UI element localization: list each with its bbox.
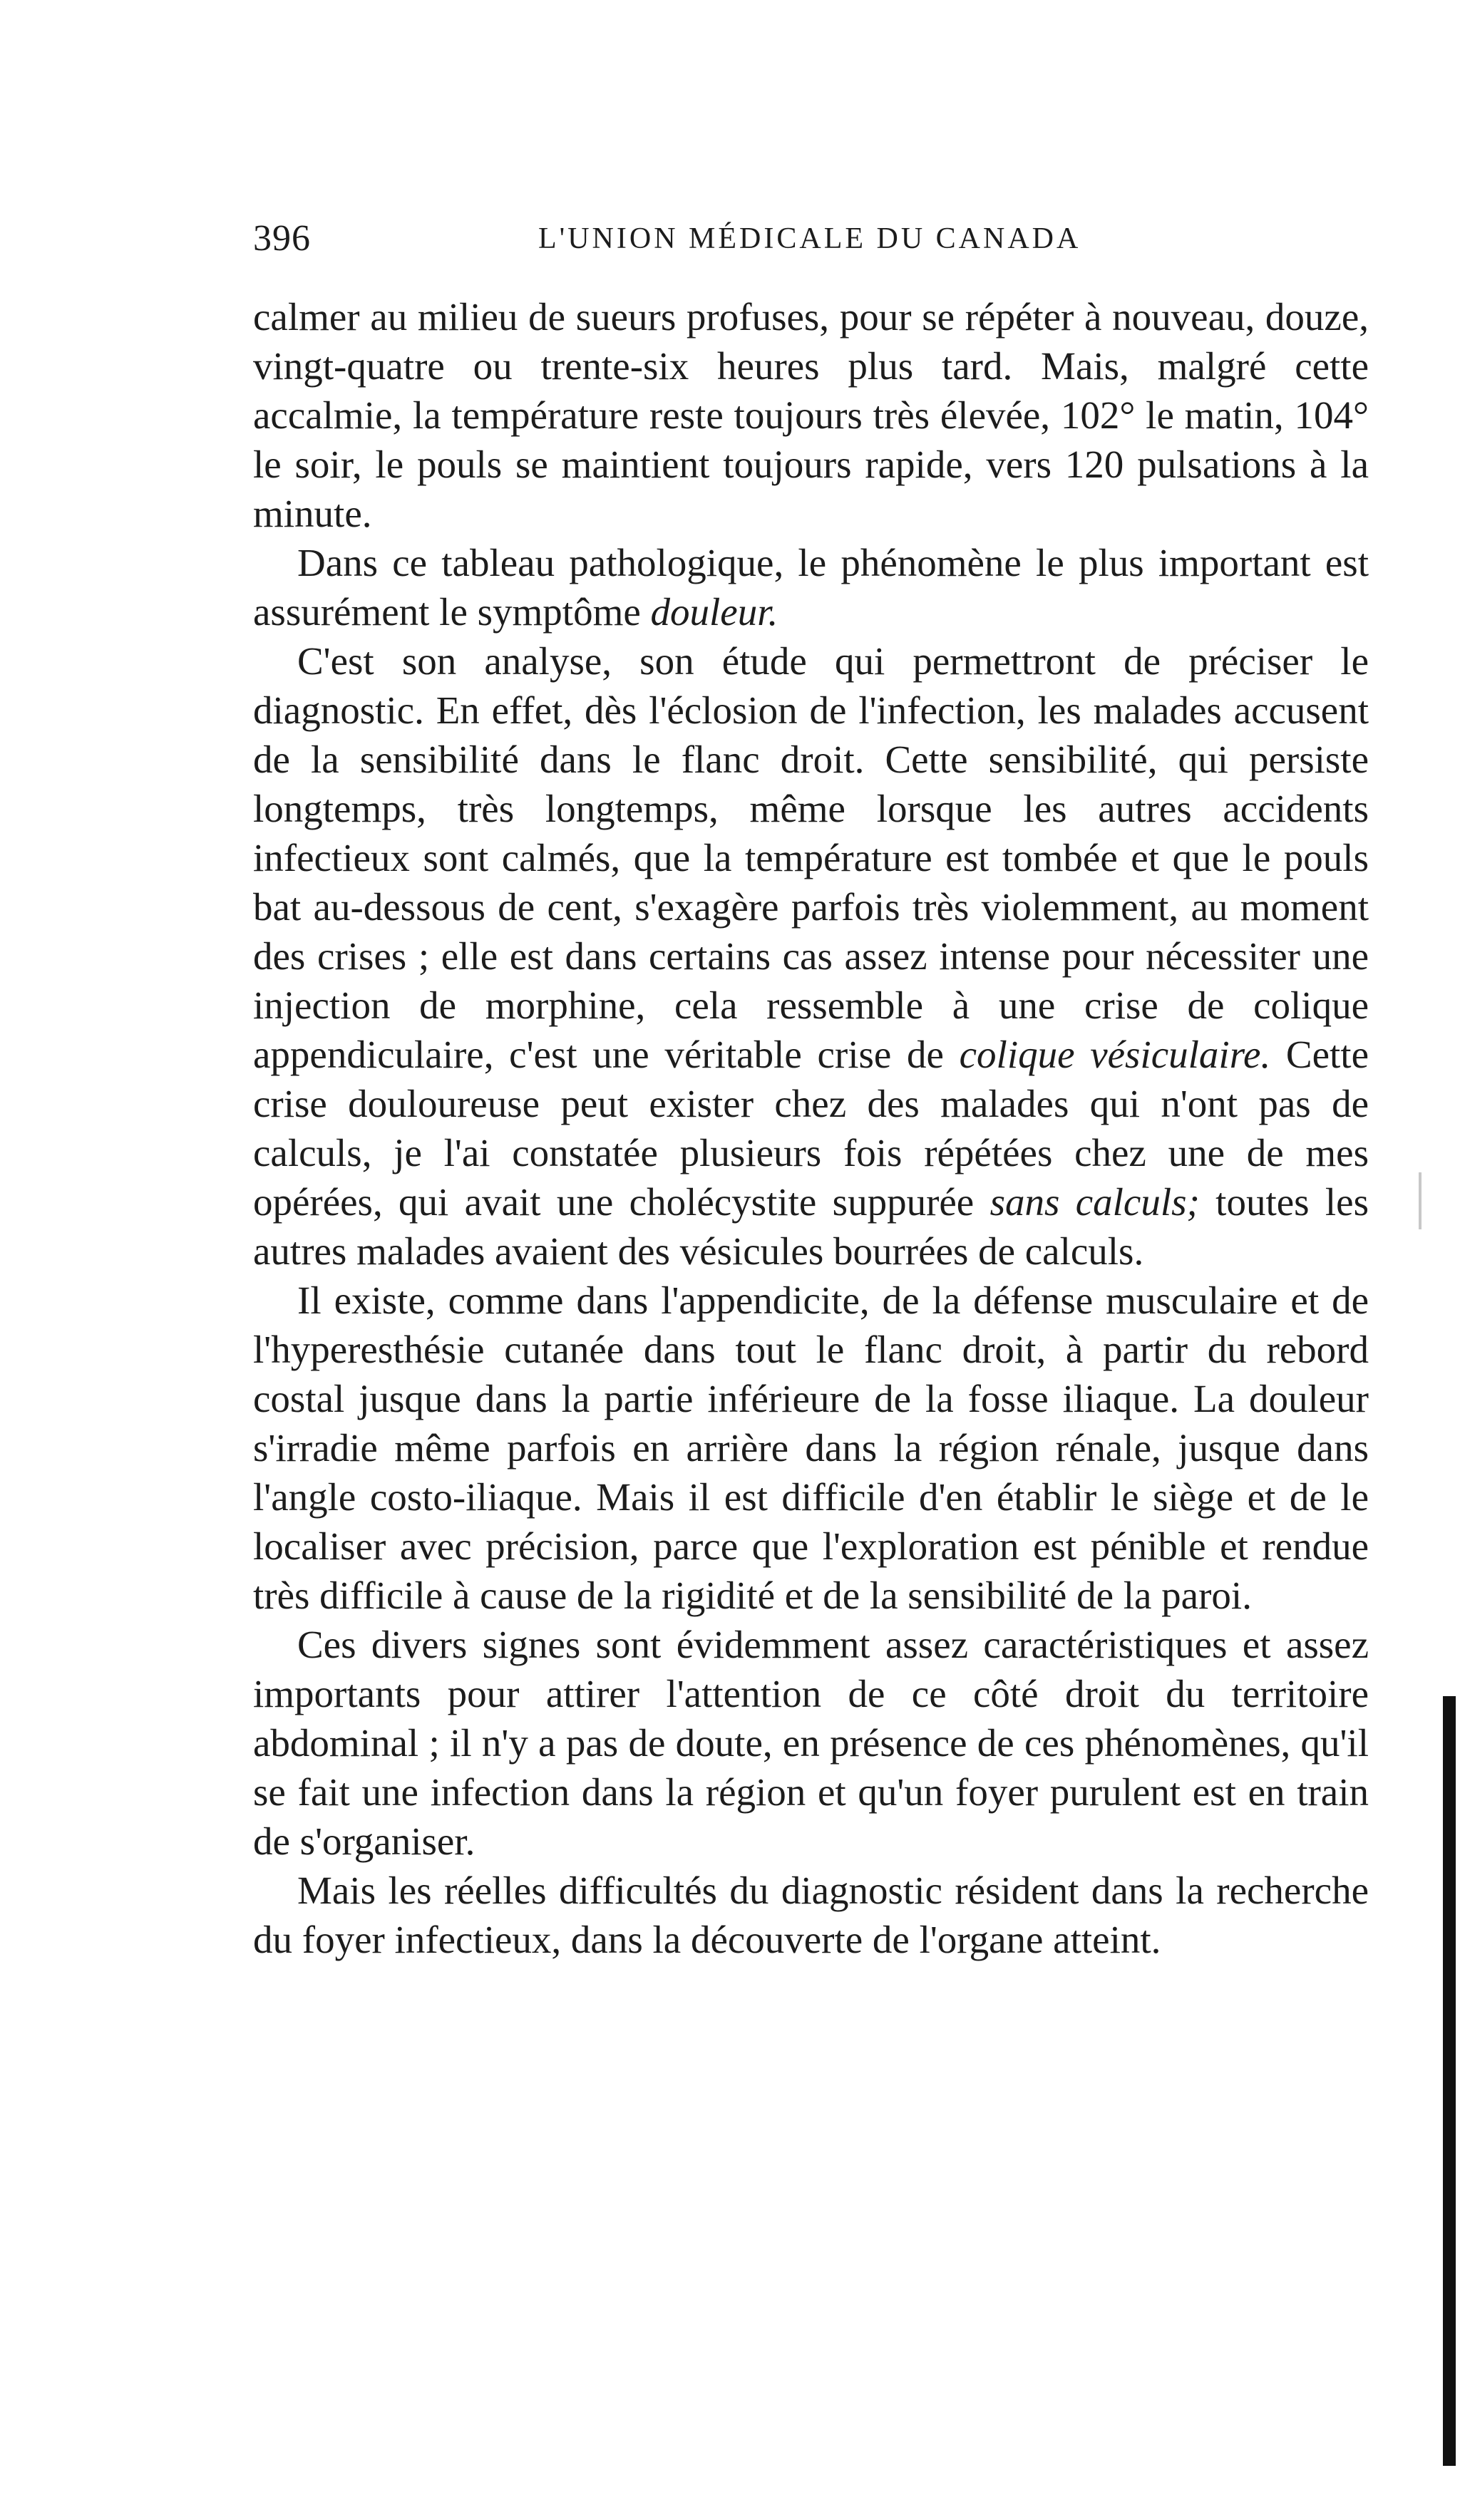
paragraph-text: C'est son analyse, son étude qui permettront de préciser le diagnostic. En effet, dès l'éclosion de l'infection, les malades accusent de la sensibilité dans le flanc droit. Cette sensibilité, qui persiste longtemps, très longtemps, même lorsque les autres accidents infectieux sont calmés, que la température est tombée et que le pouls bat au-dessous de cent, s'exagère parfois très violemment, au moment des crises ; elle est dans certains cas assez intense pour nécessiter une injection de morphine, cela ressemble à une crise de colique appendiculaire, c'est une véritable crise de (253, 639, 1369, 1076)
scan-edge-bar (1443, 1696, 1456, 2466)
emphasis-colique-vesiculaire: colique vésiculaire. (959, 1033, 1271, 1076)
paragraph-text: Ces divers signes sont évidemment assez caractéristiques et assez importants pour attirer l'attention de ce côté droit du territoire abdominal ; il n'y a pas de doute, en présence de ces phénomènes, qu'il se fait une infection dans la région et qu'un foyer purulent est en train de s'organiser. (253, 1623, 1369, 1863)
paragraph-text: Cette crise douloureuse peut exister chez des malades qui n'ont pas de calculs, je l'ai constatée plusieurs fois répétées chez une de mes opérées, qui avait une cholécystite suppurée (253, 1033, 1369, 1224)
paragraph-1 (253, 292, 1369, 538)
paragraph-6 (253, 1866, 1369, 1964)
journal-title: L'UNION MÉDICALE DU CANADA (538, 222, 1081, 255)
page-number: 396 (253, 218, 311, 259)
paragraph-text: Dans ce tableau pathologique, le phénomène le plus important est assurément le symptôme (253, 541, 1369, 634)
paragraph-2 (253, 538, 1369, 636)
paragraph-5 (253, 1620, 1369, 1866)
paragraph-3 (253, 636, 1369, 1276)
body-text (253, 292, 1369, 1964)
paragraph-4 (253, 1276, 1369, 1620)
emphasis-sans-calculs: sans calculs; (989, 1180, 1200, 1224)
margin-mark (1419, 1172, 1422, 1229)
paragraph-text: Mais les réelles difficultés du diagnostic résident dans la recherche du foyer infectieux, dans la découverte de l'organe atteint. (253, 1869, 1369, 1961)
running-head (253, 210, 1365, 267)
paragraph-text: toutes les autres malades avaient des vésicules bourrées de calculs. (253, 1180, 1369, 1273)
paragraph-text: Il existe, comme dans l'appendicite, de la défense musculaire et de l'hyperesthésie cutanée dans tout le flanc droit, à partir du rebord costal jusque dans la partie inférieure de la fosse iliaque. La douleur s'irradie même parfois en arrière dans la région rénale, jusque dans l'angle costo-iliaque. Mais il est difficile d'en établir le siège et de le localiser avec précision, parce que l'exploration est pénible et rendue très difficile à cause de la rigidité et de la sensibilité de la paroi. (253, 1279, 1369, 1617)
emphasis-douleur: douleur. (650, 590, 778, 634)
paragraph-text: calmer au milieu de sueurs profuses, pour se répéter à nouveau, douze, vingt-quatre ou trente-six heures plus tard. Mais, malgré cette accalmie, la température reste toujours très élevée, 102° le matin, 104° le soir, le pouls se maintient toujours rapide, vers 120 pulsations à la minute. (253, 295, 1369, 535)
